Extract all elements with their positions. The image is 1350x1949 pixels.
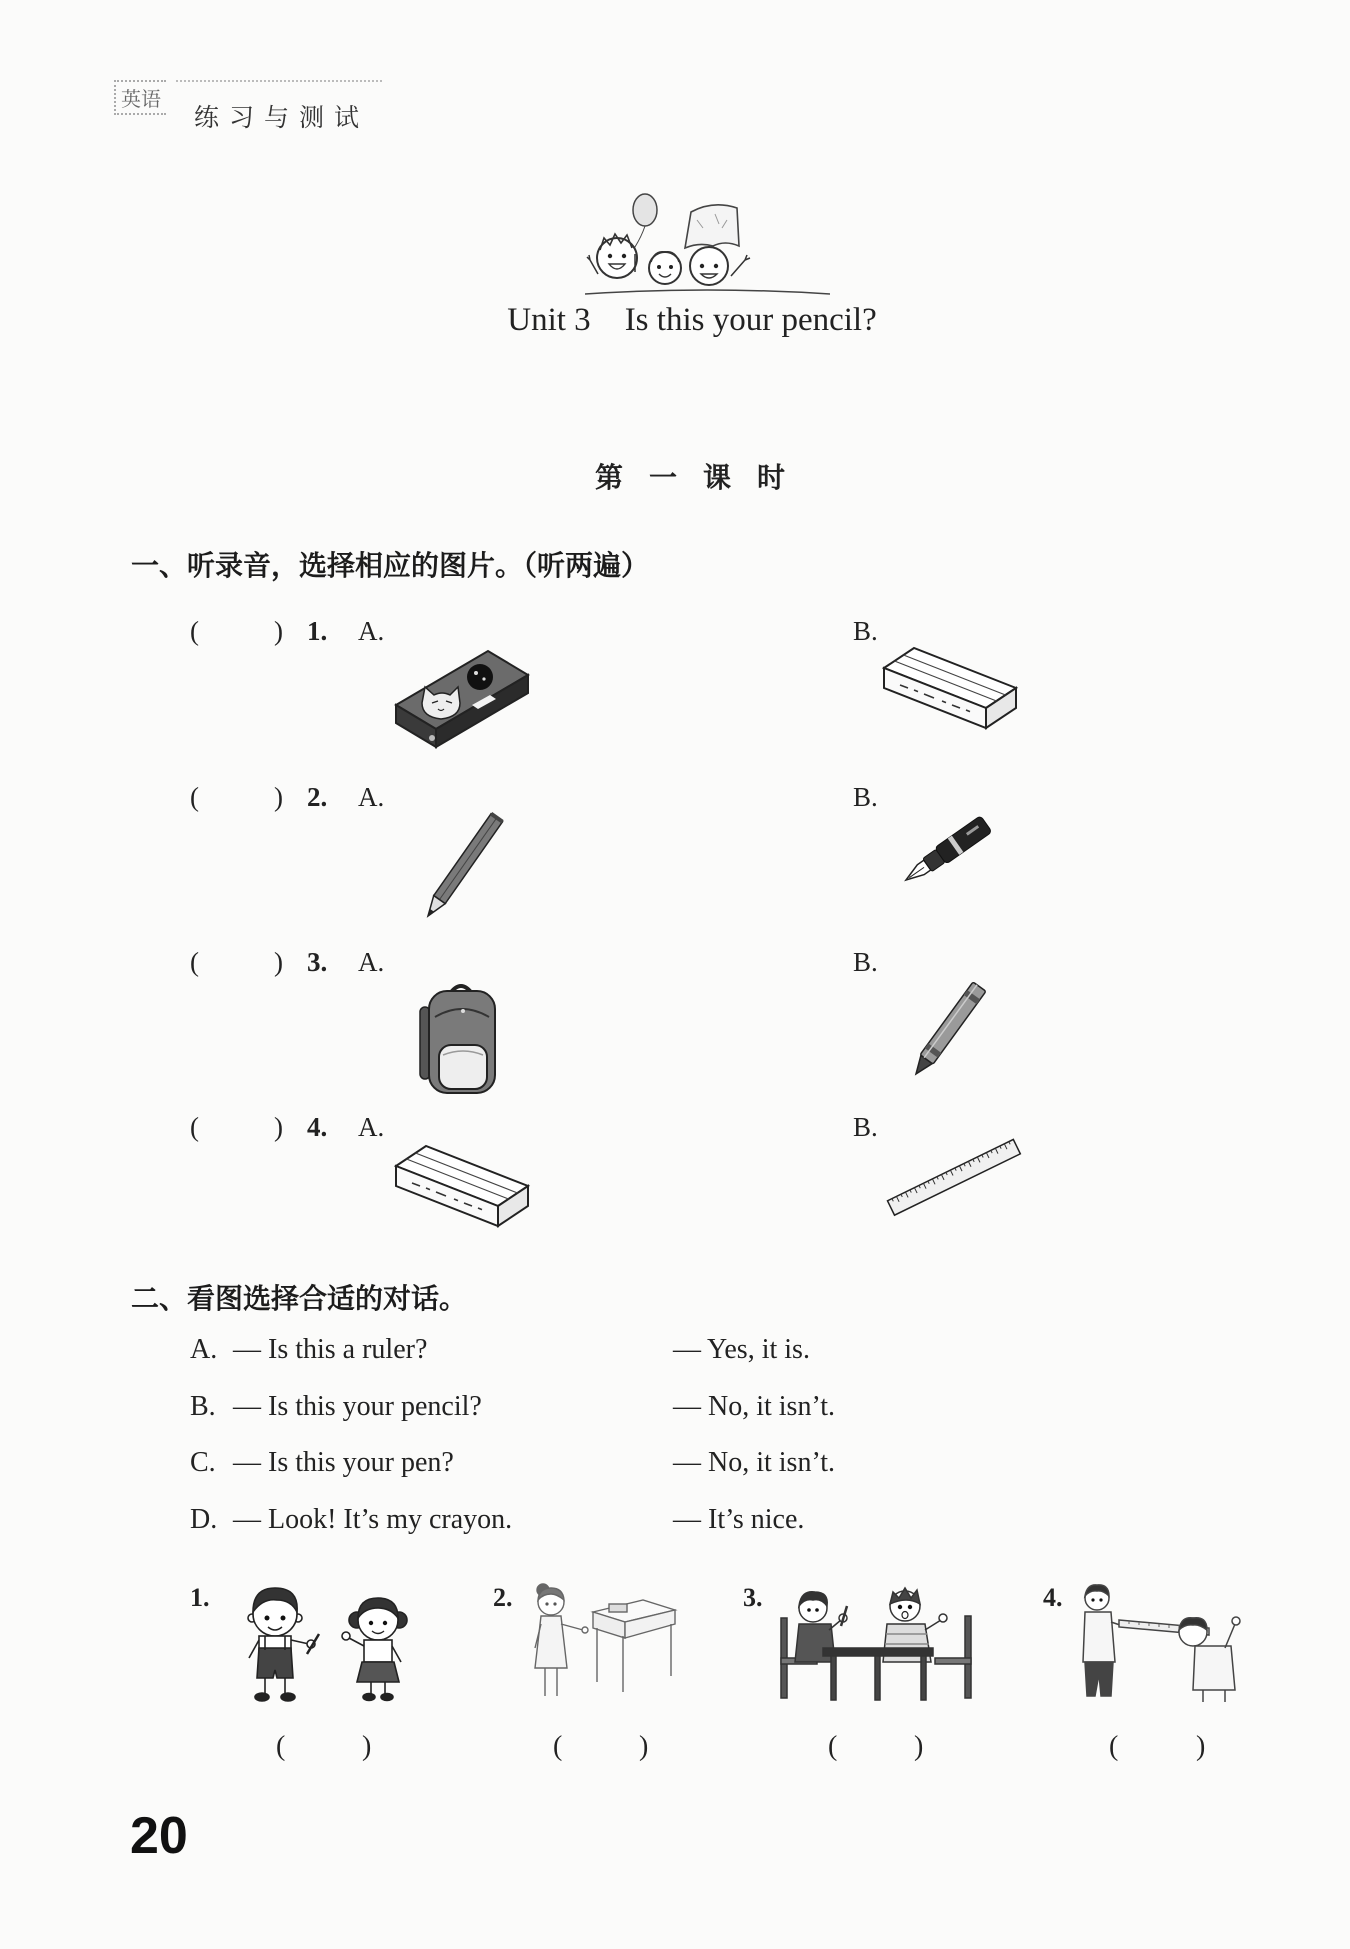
dialogue-label: A. [190,1334,218,1365]
item-number: 4. [307,1112,328,1142]
option-a-label: A. [358,782,385,812]
answer-blank-open: ( [553,1731,563,1762]
boys-ruler-scene-icon [1075,1578,1250,1708]
picture-number: 4. [1043,1583,1063,1612]
dialogue-option-d [0,1502,1350,1538]
unit-name: Is this your pencil? [624,302,877,338]
section2-heading: 二、看图选择合适的对话。 [131,1282,468,1315]
boys-at-table-scene-icon [775,1578,980,1708]
boy-girl-scene-icon [225,1578,440,1708]
dialogue-question: — Look! It’s my crayon. [233,1504,513,1535]
dialogue-answer: — No, it isn’t. [673,1447,836,1478]
item-number: 2. [307,782,328,812]
item-number: 3. [307,947,328,977]
answer-blank-close: ) [362,1731,372,1762]
dialogue-option-b [0,1389,1350,1425]
option-a-label: A. [358,1112,385,1142]
dialogue-answer: — Yes, it is. [673,1334,810,1365]
crayon-icon [910,978,992,1080]
answer-blank-open: ( [190,616,199,646]
option-b-label: B. [853,616,878,646]
option-b-label: B. [853,947,878,977]
school-bag-icon [415,975,507,1097]
page-number: 20 [130,1807,188,1865]
subject-label: 英语 [114,80,166,115]
dialogue-label: B. [190,1391,216,1422]
dialogue-answer: — It’s nice. [673,1504,805,1535]
answer-blank-close: ) [274,616,283,646]
dialogue-question: — Is this a ruler? [233,1334,428,1365]
dialogue-question: — Is this your pencil? [233,1391,482,1422]
book-title: 练习与测试 [194,103,370,132]
unit-title [340,302,1044,339]
dialogue-option-a [0,1332,1350,1368]
option-a-label: A. [358,947,385,977]
dialogue-question: — Is this your pen? [233,1447,454,1478]
fountain-pen-icon [898,808,1003,888]
dialogue-option-c [0,1445,1350,1481]
children-balloon-icon [585,190,830,305]
unit-number: Unit 3 [507,302,591,338]
listening-item-3 [0,944,1350,980]
girl-desk-scene-icon [525,1578,685,1708]
answer-blank-open: ( [190,947,199,977]
picture-number: 3. [743,1583,763,1612]
eraser-icon [880,640,1020,735]
pencil-box-icon [392,643,532,758]
dialogue-answer: — No, it isn’t. [673,1391,836,1422]
eraser-icon [392,1138,532,1233]
lesson-title: 第一课时 [594,461,811,494]
listening-item-2 [0,779,1350,815]
option-b-label: B. [853,1112,878,1142]
item-number: 1. [307,616,328,646]
answer-blank-open: ( [190,1112,199,1142]
answer-blank-close: ) [274,782,283,812]
picture-number: 2. [493,1583,513,1612]
answer-blank-close: ) [639,1731,649,1762]
section1-heading: 一、听录音，选择相应的图片。（听两遍） [131,549,650,582]
dialogue-label: C. [190,1447,216,1478]
listening-item-1 [0,613,1350,649]
listening-item-4 [0,1109,1350,1145]
answer-blank-close: ) [1196,1731,1206,1762]
answer-blank-close: ) [914,1731,924,1762]
picture-number: 1. [190,1583,210,1612]
answer-blank-close: ) [274,1112,283,1142]
dialogue-label: D. [190,1504,218,1535]
option-a-label: A. [358,616,385,646]
header-divider [176,80,382,82]
answer-blank-open: ( [276,1731,286,1762]
pencil-icon [420,808,515,923]
answer-blank-close: ) [274,947,283,977]
answer-blank-open: ( [828,1731,838,1762]
option-b-label: B. [853,782,878,812]
answer-blank-open: ( [1109,1731,1119,1762]
ruler-icon [885,1138,1023,1222]
answer-blank-open: ( [190,782,199,812]
